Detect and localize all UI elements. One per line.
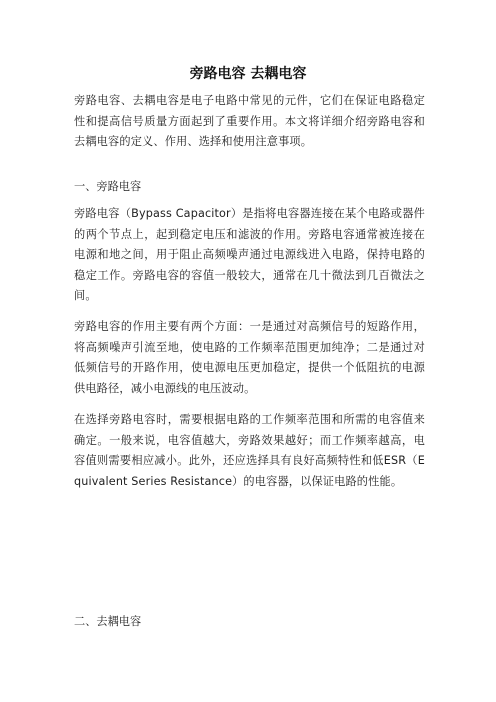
intro-paragraph: 旁路电容、去耦电容是电子电路中常见的元件，它们在保证电路稳定性和提高信号质量方面起到了重要作用。本文将详细介绍旁路电容和去耦电容的定义、作用、选择和使用注意事项。 [74,94,425,149]
document-title: 旁路电容 去耦电容 [189,66,307,82]
section-1-heading: 一、旁路电容 [74,180,142,193]
section-1-paragraph-3: 在选择旁路电容时，需要根据电路的工作频率范围和所需的电容值来确定。一般来说，电容值越大，旁路效果越好；而工作频率越高，电容值则需要相应减小。此外，还应选择具有良好高频特性和低ESR（Equivalent Series Resistance）的电容器，以保证电路的性能。 [74,413,425,488]
section-1-paragraph-1: 旁路电容（Bypass Capacitor）是指将电容器连接在某个电路或器件的两个节点上，起到稳定电压和滤波的作用。旁路电容通常被连接在电源和地之间，用于阻止高频噪声通过电源线进入电路，保持电路的稳定工作。旁路电容的容值一般较大，通常在几十微法到几百微法之间。 [74,207,425,303]
section-1-paragraph-2: 旁路电容的作用主要有两个方面：一是通过对高频信号的短路作用，将高频噪声引流至地，使电路的工作频率范围更加纯净；二是通过对低频信号的开路作用，使电源电压更加稳定，提供一个低阻抗的电源供电路径，减小电源线的电压波动。 [74,320,425,395]
section-2-heading: 二、去耦电容 [74,615,142,628]
